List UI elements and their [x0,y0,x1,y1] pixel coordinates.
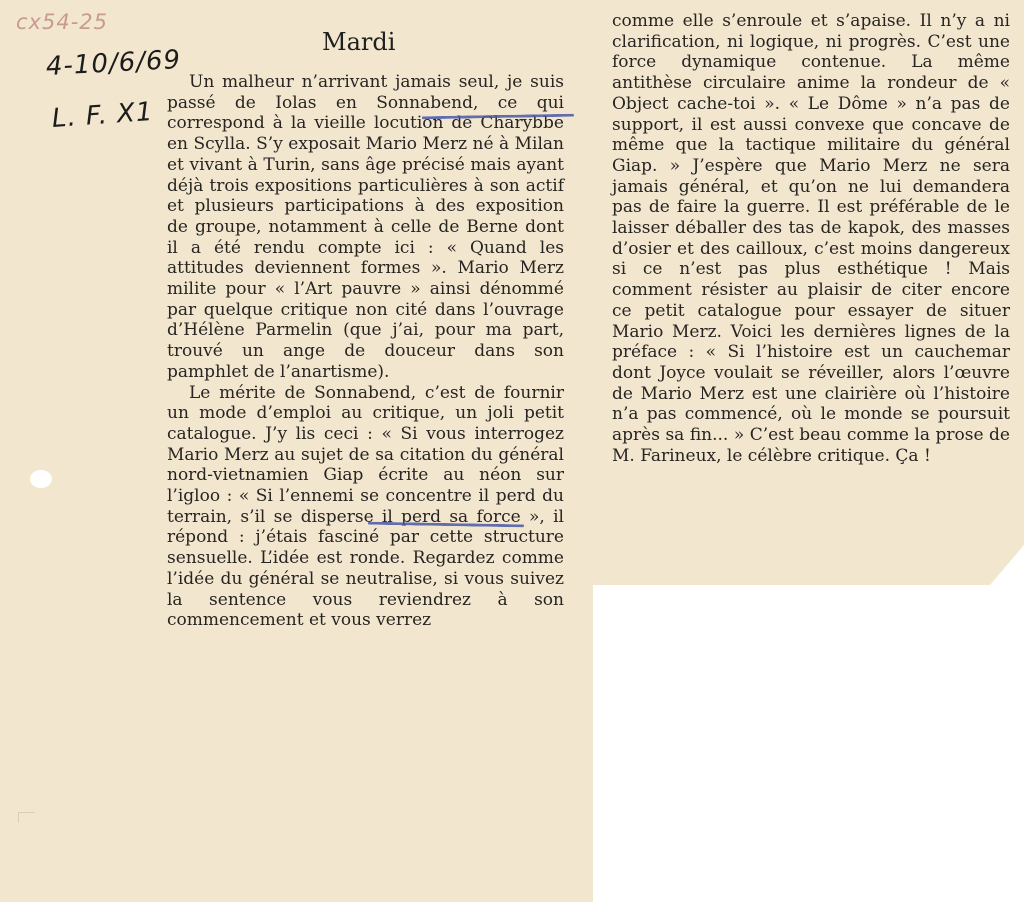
article-right-column [612,11,1010,466]
paragraph: Le mérite de Sonnabend, c’est de fournir un mode d’emploi au critique, un joli petit catalogue. J’y lis ceci : « Si vous interrogez Mario Merz au sujet de sa citation du général nord-vietnamien Giap écrite au néon sur l’igloo : « Si l’ennemi se concentre il perd du terrain, s’il se disperse il perd sa force », il répond : j’étais fasciné par cette structure sensuelle. L’idée est ronde. Regardez comme l’idée du général se neutralise, si vous suivez la sentence vous reviendrez à son commencement et vous verrez [167,382,564,631]
paper-crease [18,812,35,823]
paragraph: comme elle s’enroule et s’apaise. Il n’y a ni clarification, ni logique, ni progrès. C’est une force dynamique contenue. La même antithèse circulaire anime la rondeur de « Object cache-toi ». « Le Dôme » n’a pas de support, il est aussi convexe que concave de même que la tactique militaire du général Giap. » J’espère que Mario Merz ne sera jamais général, et qu’on ne lui demandera pas de faire la guerre. Il est préférable de le laisser déballer des tas de kapok, des masses d’osier et des cailloux, c’est moins dangereux si ce n’est pas plus esthétique ! Mais comment résister au plaisir de citer encore ce petit catalogue pour essayer de situer Mario Merz. Voici les dernières lignes de la préface : « Si l’histoire est un cauchemar dont Joyce voulait se réveiller, alors l’œuvre de Mario Merz est une clairière où l’histoire n’a pas commencé, où le monde se poursuit après sa fin... » C’est beau comme la prose de M. Farineux, le célèbre critique. Ça ! [612,11,1010,466]
pencil-archive-code: cx54-25 [16,10,108,34]
handwritten-reference: L. F. X1 [50,96,155,134]
handwritten-date: 4-10/6/69 [45,44,182,82]
paragraph: Un malheur n’arrivant jamais seul, je suis passé de Iolas en Sonnabend, ce qui correspond à la vieille locution de Charybbe en Scylla. S’y exposait Mario Merz né à Milan et vivant à Turin, sans âge précisé mais ayant déjà trois expositions particulières à son actif et plusieurs participations à des exposition de groupe, notamment à celle de Berne dont il a été rendu compte ici : « Quand les attitudes deviennent formes ». Mario Merz milite pour « l’Art pauvre » ainsi dénommé par quelque critique non cité dans l’ouvrage d’Hélène Parmelin (que j’ai, pour ma part, trouvé un ange de douceur dans son pamphlet de l’anartisme). [167,72,564,382]
article-title: Mardi [322,28,396,56]
article-left-column [167,72,564,631]
punch-hole [30,470,52,488]
